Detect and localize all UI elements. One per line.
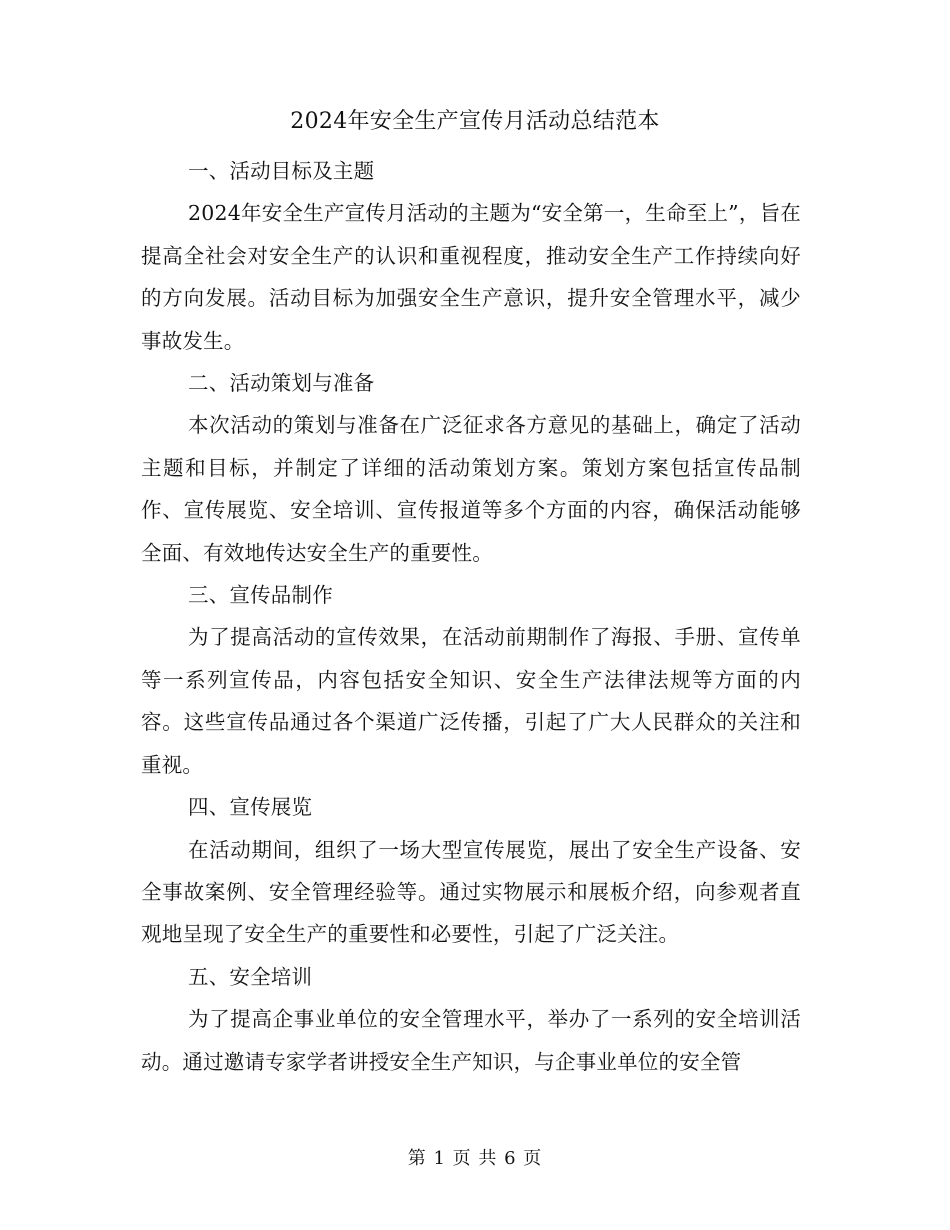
section-paragraph: 2024年安全生产宣传月活动的主题为“安全第一，生命至上”，旨在提高全社会对安全生产的认识和重视程度，推动安全生产工作持续向好的方向发展。活动目标为加强安全生产意识，提升安全管理水平，减少事故发生。 <box>141 201 801 353</box>
section-paragraph: 在活动期间，组织了一场大型宣传展览，展出了安全生产设备、安全事故案例、安全管理经验等。通过实物展示和展板介绍，向参观者直观地呈现了安全生产的重要性和必要性，引起了广泛关注。 <box>141 837 801 947</box>
section-paragraph: 本次活动的策划与准备在广泛征求各方意见的基础上，确定了活动主题和目标，并制定了详细的活动策划方案。策划方案包括宣传品制作、宣传展览、安全培训、宣传报道等多个方面的内容，确保活动能够全面、有效地传达安全生产的重要性。 <box>141 413 801 565</box>
section-planning <box>141 362 801 574</box>
section-exhibition <box>141 786 801 956</box>
document-body <box>141 150 801 1083</box>
section-heading: 五、安全培训 <box>188 964 313 989</box>
section-materials <box>141 574 801 786</box>
document-title: 2024年安全生产宣传月活动总结范本 <box>290 109 660 134</box>
section-paragraph: 为了提高企事业单位的安全管理水平，举办了一系列的安全培训活动。通过邀请专家学者讲授安全生产知识，与企事业单位的安全管 <box>141 1007 801 1074</box>
section-paragraph: 为了提高活动的宣传效果，在活动前期制作了海报、手册、宣传单等一系列宣传品，内容包括安全知识、安全生产法律法规等方面的内容。这些宣传品通过各个渠道广泛传播，引起了广大人民群众的关注和重视。 <box>141 625 801 777</box>
section-training <box>141 956 801 1083</box>
page-number-footer: 第 1 页 共 6 页 <box>407 1148 543 1169</box>
section-heading: 一、活动目标及主题 <box>188 159 375 183</box>
section-heading: 三、宣传品制作 <box>188 583 333 608</box>
section-heading: 四、宣传展览 <box>188 795 313 820</box>
section-objectives <box>141 150 801 362</box>
section-heading: 二、活动策划与准备 <box>188 371 375 396</box>
